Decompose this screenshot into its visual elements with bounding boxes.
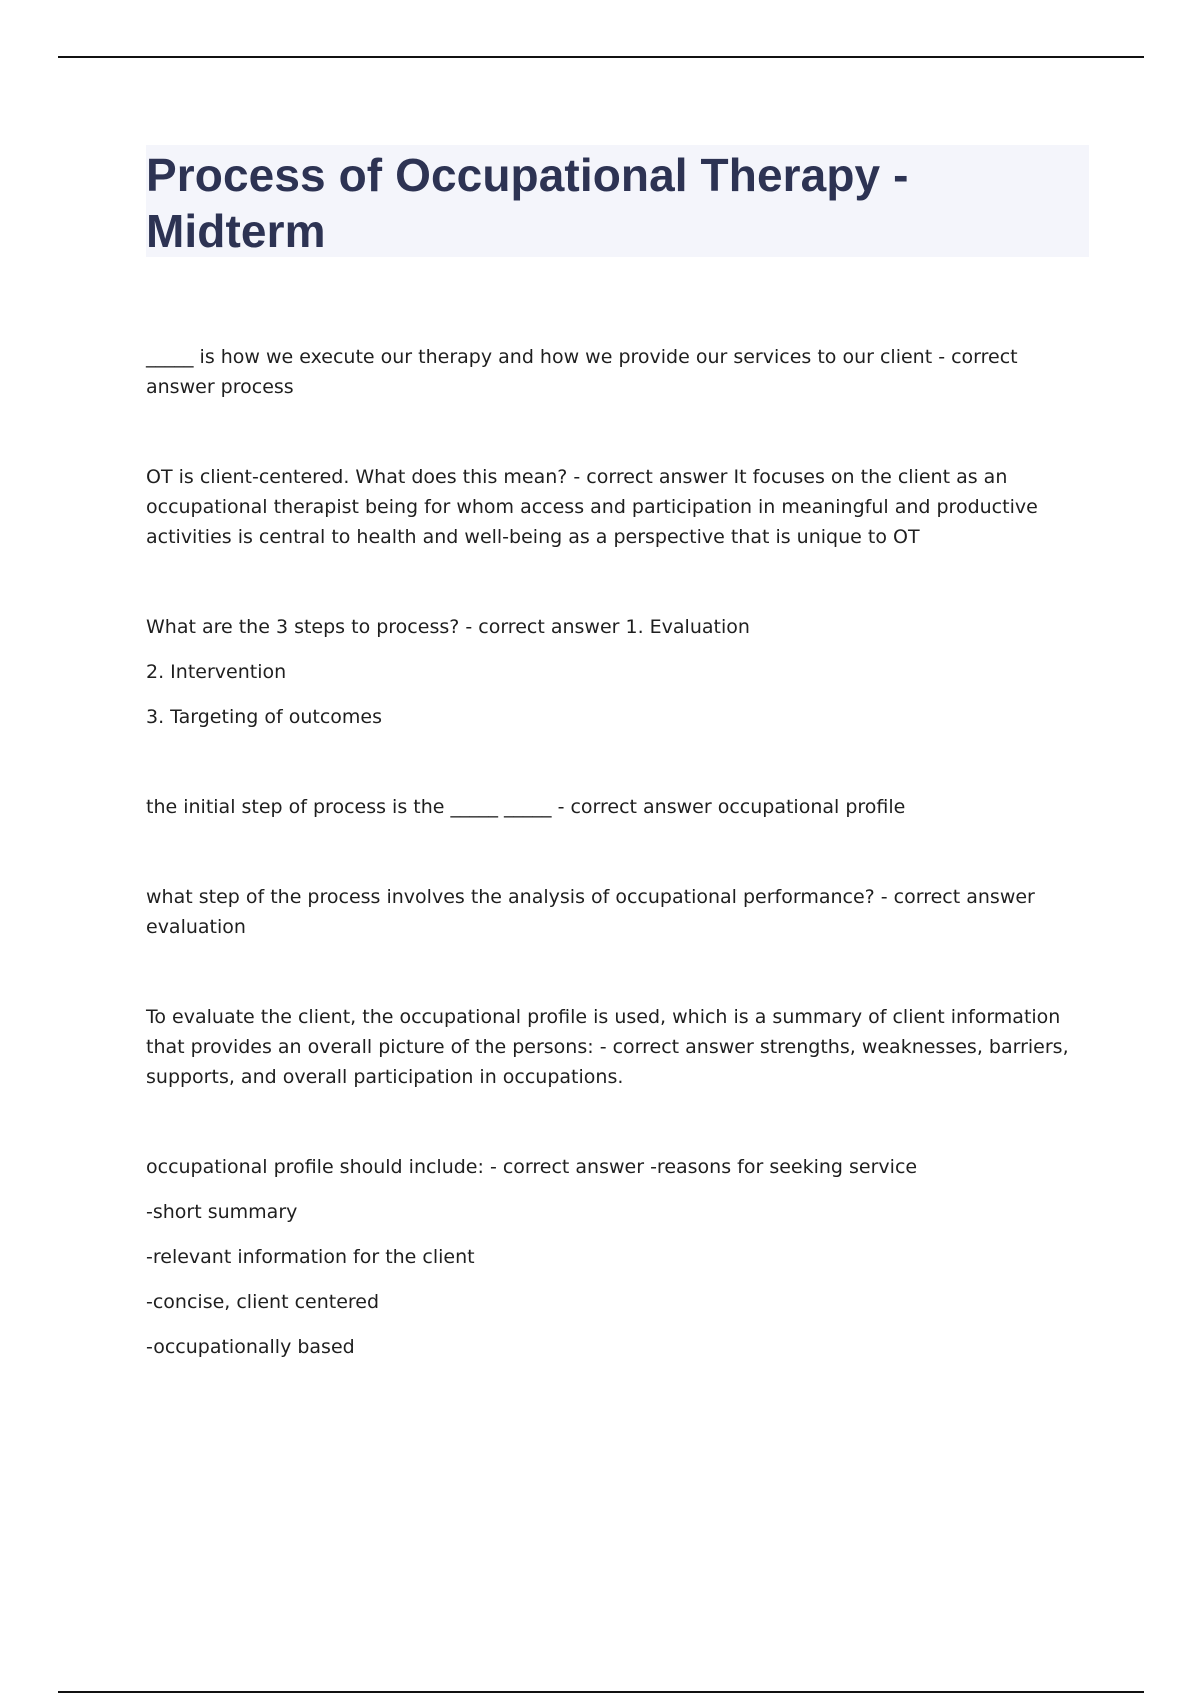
- qa-list: [146, 342, 1091, 1422]
- qa-item: [146, 462, 1091, 552]
- qa-list-line: 2. Intervention: [146, 661, 287, 683]
- qa-item: [146, 612, 1091, 732]
- qa-list-line: 3. Targeting of outcomes: [146, 706, 383, 728]
- qa-item: [146, 792, 1091, 822]
- title-block: [146, 145, 1089, 257]
- qa-text: the initial step of process is the _____ _____ - correct answer occupational profile: [146, 796, 906, 818]
- qa-list-line: -occupationally based: [146, 1336, 355, 1358]
- qa-item: [146, 1152, 1091, 1362]
- qa-text: occupational profile should include: - correct answer -reasons for seeking service: [146, 1156, 918, 1178]
- bottom-rule: [58, 1691, 1144, 1693]
- qa-text: To evaluate the client, the occupational profile is used, which is a summary of client information that provides an overall picture of the persons: - correct answer strengths, weaknesses, barriers, supports, and overall participation in occupations.: [146, 1006, 1069, 1088]
- document-title: Process of Occupational Therapy - Midterm: [146, 149, 909, 257]
- qa-text: What are the 3 steps to process? - correct answer 1. Evaluation: [146, 616, 750, 638]
- qa-text: _____ is how we execute our therapy and how we provide our services to our client - correct answer process: [146, 346, 1018, 398]
- qa-item: [146, 342, 1091, 402]
- qa-item: [146, 882, 1091, 942]
- qa-list-line: -concise, client centered: [146, 1291, 380, 1313]
- qa-text: OT is client-centered. What does this mean? - correct answer It focuses on the client as an occupational therapist being for whom access and participation in meaningful and productive activities is central to health and well-being as a perspective that is unique to OT: [146, 466, 1038, 548]
- top-rule: [58, 56, 1144, 58]
- qa-item: [146, 1002, 1091, 1092]
- qa-text: what step of the process involves the analysis of occupational performance? - correct answer evaluation: [146, 886, 1035, 938]
- qa-list-line: -short summary: [146, 1201, 298, 1223]
- qa-list-line: -relevant information for the client: [146, 1246, 475, 1268]
